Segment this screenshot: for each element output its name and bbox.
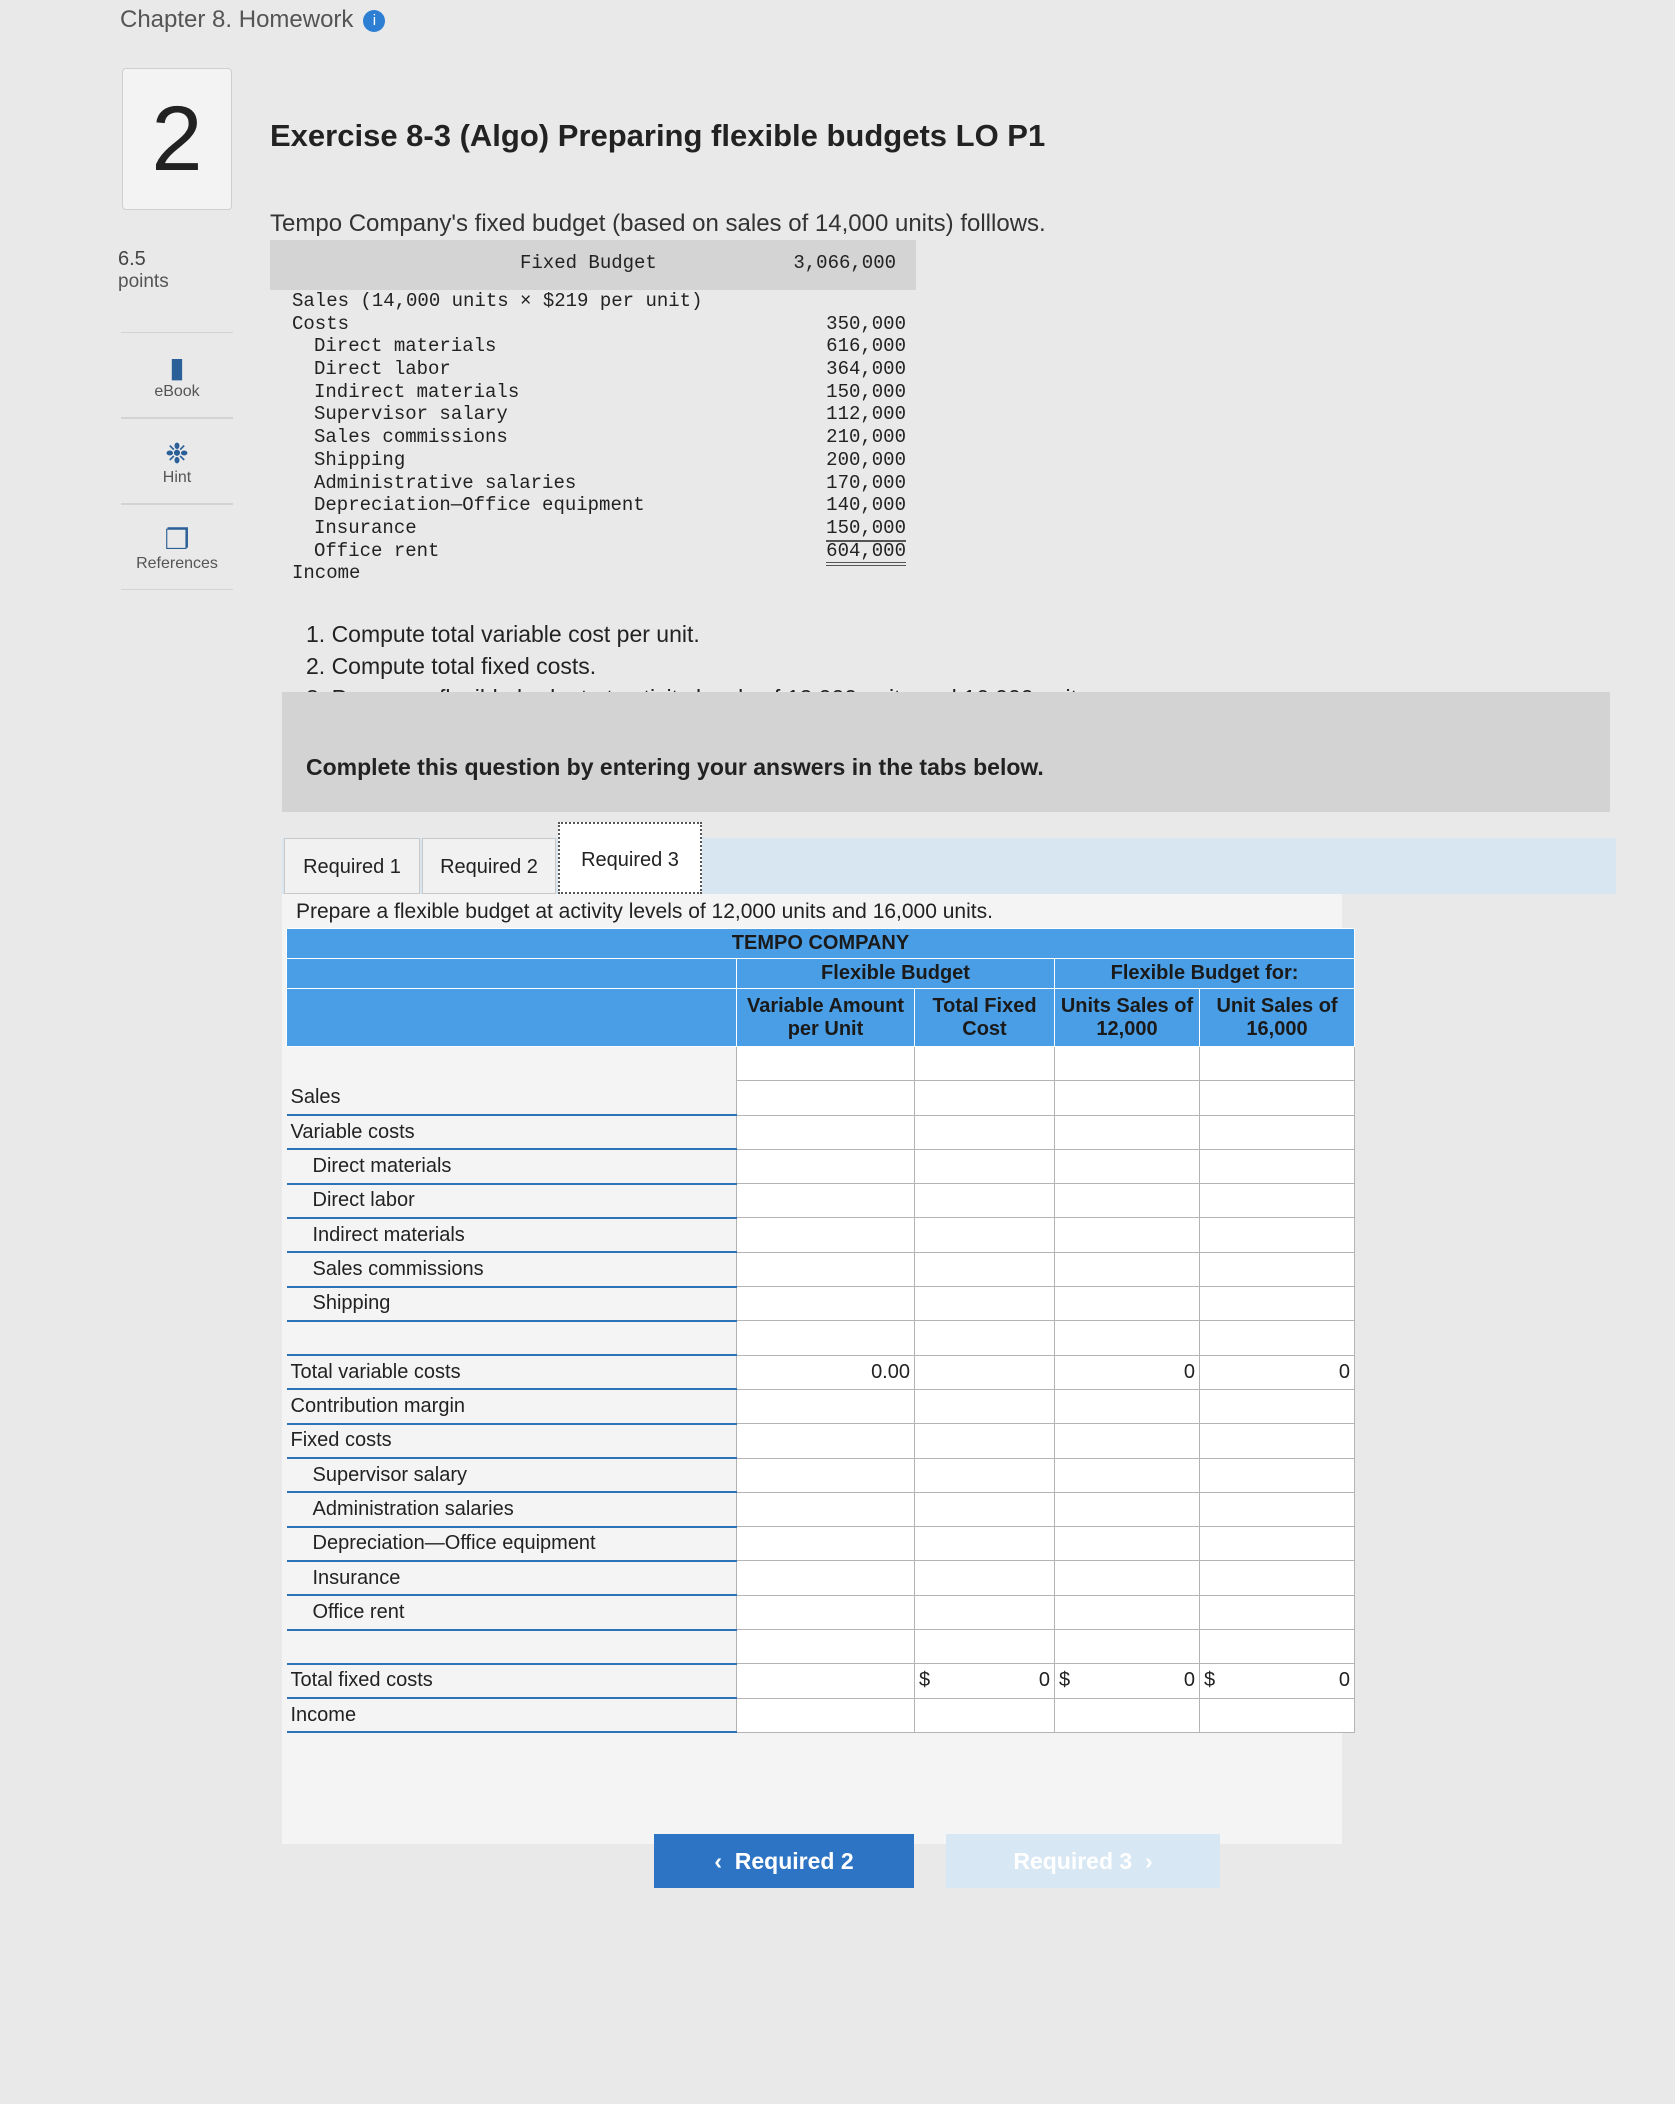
company-name: TEMPO COMPANY	[287, 929, 1355, 959]
fixed-row	[270, 358, 916, 381]
fixed-row	[270, 381, 916, 404]
table-row	[287, 1595, 1355, 1629]
input-cell[interactable]	[1055, 1252, 1200, 1286]
input-cell[interactable]	[915, 1492, 1055, 1526]
fixed-row-value: 170,000	[826, 471, 906, 494]
fixed-row-label: Insurance	[314, 516, 417, 539]
input-cell[interactable]	[915, 1184, 1055, 1218]
fixed-row-value: 350,000	[826, 312, 906, 335]
input-cell[interactable]	[1200, 1492, 1355, 1526]
fixed-budget-sales-value: 3,066,000	[793, 252, 896, 274]
fixed-row-value: 210,000	[826, 426, 906, 449]
input-cell[interactable]	[1055, 1595, 1200, 1629]
assignment-title	[120, 6, 385, 34]
input-cell[interactable]	[915, 1047, 1055, 1081]
input-cell[interactable]	[737, 1184, 915, 1218]
input-cell[interactable]	[1200, 1630, 1355, 1664]
banner-text: Complete this question by entering your answers in the tabs below.	[306, 754, 1044, 780]
fixed-row	[270, 426, 916, 449]
fixed-row-value: 616,000	[826, 335, 906, 358]
row-label: Contribution margin	[287, 1389, 737, 1423]
input-cell[interactable]	[737, 1287, 915, 1321]
input-cell[interactable]	[1055, 1081, 1200, 1115]
empty-cell	[737, 1698, 915, 1732]
empty-cell	[915, 1389, 1055, 1423]
panel-prompt: Prepare a flexible budget at activity levels of 12,000 units and 16,000 units.	[296, 900, 993, 923]
fixed-row-label: Direct labor	[314, 358, 451, 381]
fixed-row-label: Sales (14,000 units × $219 per unit)	[292, 290, 703, 312]
tab-required-1[interactable]: Required 1	[284, 838, 420, 894]
input-cell[interactable]	[1200, 1287, 1355, 1321]
input-cell[interactable]	[737, 1149, 915, 1183]
hint-button[interactable]	[121, 418, 233, 504]
table-row	[287, 1184, 1355, 1218]
input-cell[interactable]	[915, 1287, 1055, 1321]
row-label: Variable costs	[287, 1115, 737, 1149]
header-flexible-budget: Flexible Budget	[737, 959, 1055, 989]
table-row	[287, 1630, 1355, 1664]
prev-required-button[interactable]	[654, 1834, 914, 1888]
total-fixed-16000-value: 0	[1338, 1669, 1351, 1692]
fixed-row-value: 140,000	[826, 494, 906, 517]
fixed-row-label: Income	[292, 562, 361, 585]
input-cell[interactable]	[1200, 1389, 1355, 1423]
row-label	[287, 1321, 737, 1355]
next-required-button[interactable]	[946, 1834, 1220, 1888]
header-variable-per-unit: Variable Amount per Unit	[737, 989, 915, 1047]
fixed-row-label: Direct materials	[314, 335, 497, 358]
table-row	[287, 1081, 1355, 1115]
input-cell[interactable]	[1055, 1287, 1200, 1321]
input-cell[interactable]	[1200, 1252, 1355, 1286]
input-cell[interactable]	[1200, 1149, 1355, 1183]
input-cell[interactable]	[1055, 1115, 1200, 1149]
input-cell[interactable]	[915, 1115, 1055, 1149]
input-cell[interactable]	[915, 1595, 1055, 1629]
fixed-row-label: Costs	[292, 312, 350, 335]
row-label: Office rent	[287, 1595, 737, 1629]
info-icon[interactable]: i	[363, 10, 385, 32]
input-cell[interactable]	[1200, 1218, 1355, 1252]
fixed-row-value: 150,000	[826, 517, 906, 542]
fixed-row	[270, 562, 916, 585]
empty-cell	[915, 1355, 1055, 1389]
fixed-row-label: Office rent	[314, 539, 440, 562]
table-row	[287, 1047, 1355, 1081]
empty-cell	[1200, 1424, 1355, 1458]
fixed-row-label: Shipping	[314, 448, 406, 471]
input-cell[interactable]	[1055, 1630, 1200, 1664]
input-cell[interactable]	[915, 1527, 1055, 1561]
fixed-row-label: Indirect materials	[314, 380, 520, 403]
row-label: Shipping	[287, 1287, 737, 1321]
empty-cell	[737, 1492, 915, 1526]
fixed-row-value: 112,000	[826, 403, 906, 426]
instruction-banner	[282, 692, 1610, 812]
instruction-item: 2. Compute total fixed costs.	[306, 653, 597, 679]
total-fixed-16000	[1200, 1664, 1355, 1698]
total-variable-12000: 0	[1055, 1355, 1200, 1389]
empty-cell	[737, 1424, 915, 1458]
points-label: points	[118, 271, 169, 292]
empty-cell	[737, 1561, 915, 1595]
total-variable-16000: 0	[1200, 1355, 1355, 1389]
fixed-budget-header	[270, 240, 916, 290]
row-label: Supervisor salary	[287, 1458, 737, 1492]
empty-cell	[737, 1527, 915, 1561]
table-row	[287, 1389, 1355, 1423]
row-label: Income	[287, 1698, 737, 1732]
total-fixed-12000-value: 0	[1183, 1669, 1195, 1692]
input-cell[interactable]	[1055, 1149, 1200, 1183]
fixed-row-label: Depreciation—Office equipment	[314, 494, 645, 517]
input-cell[interactable]	[1055, 1218, 1200, 1252]
input-cell[interactable]	[1200, 1115, 1355, 1149]
row-label: Depreciation—Office equipment	[287, 1527, 737, 1561]
chevron-right-icon: ›	[1144, 1848, 1153, 1874]
row-label: Indirect materials	[287, 1218, 737, 1252]
fixed-row	[270, 335, 916, 358]
row-label: Direct labor	[287, 1184, 737, 1218]
fixed-row	[270, 403, 916, 426]
table-row	[287, 1458, 1355, 1492]
table-row	[287, 1287, 1355, 1321]
total-fixed-cost-value: 0	[1038, 1669, 1050, 1692]
input-cell[interactable]	[1200, 1081, 1355, 1115]
fixed-row	[270, 313, 916, 336]
input-cell[interactable]	[737, 1218, 915, 1252]
row-label	[287, 1630, 737, 1664]
book-icon: ▮	[169, 352, 185, 383]
header-units-12000: Units Sales of 12,000	[1055, 989, 1200, 1047]
table-header-row	[287, 989, 1355, 1047]
fixed-row-value: 364,000	[826, 358, 906, 381]
header-flexible-budget-for: Flexible Budget for:	[1055, 959, 1355, 989]
input-cell[interactable]	[737, 1115, 915, 1149]
ebook-label: eBook	[154, 383, 200, 400]
points-value: 6.5	[118, 248, 146, 270]
input-cell[interactable]	[915, 1149, 1055, 1183]
fixed-row	[270, 472, 916, 495]
input-cell[interactable]	[737, 1389, 915, 1423]
input-cell[interactable]	[915, 1321, 1055, 1355]
header-blank	[287, 989, 737, 1047]
input-cell[interactable]	[1200, 1184, 1355, 1218]
table-row	[287, 1698, 1355, 1732]
references-button[interactable]	[121, 504, 233, 590]
fixed-budget-title: Fixed Budget	[520, 252, 657, 274]
assignment-title-text: Chapter 8. Homework	[120, 6, 354, 33]
side-tools	[121, 332, 233, 590]
empty-cell	[915, 1424, 1055, 1458]
empty-cell	[737, 1595, 915, 1629]
dollar-sign: $	[1059, 1669, 1071, 1692]
references-label: References	[136, 555, 218, 572]
lifebuoy-icon: ❉	[165, 438, 189, 469]
input-cell[interactable]	[915, 1458, 1055, 1492]
fixed-row	[270, 540, 916, 563]
ebook-button[interactable]	[121, 332, 233, 418]
fixed-row	[270, 494, 916, 517]
table-row	[287, 1115, 1355, 1149]
question-number: 2	[122, 68, 232, 210]
input-cell[interactable]	[1055, 1321, 1200, 1355]
table-row	[287, 1321, 1355, 1355]
header-total-fixed-cost: Total Fixed Cost	[915, 989, 1055, 1047]
input-cell[interactable]	[737, 1081, 915, 1115]
fixed-row-label: Administrative salaries	[314, 471, 577, 494]
input-cell[interactable]	[1055, 1492, 1200, 1526]
input-cell[interactable]	[1055, 1698, 1200, 1732]
exercise-title: Exercise 8-3 (Algo) Preparing flexible budgets LO P1	[270, 118, 1046, 153]
total-fixed-12000	[1055, 1664, 1200, 1698]
flexible-budget-table	[286, 928, 1355, 1733]
table-row	[287, 1527, 1355, 1561]
input-cell[interactable]	[1055, 1184, 1200, 1218]
empty-cell	[737, 1664, 915, 1698]
row-label: Insurance	[287, 1561, 737, 1595]
total-fixed-cost	[915, 1664, 1055, 1698]
points	[118, 248, 169, 293]
instruction-item: 1. Compute total variable cost per unit.	[306, 621, 700, 647]
row-label: Total variable costs	[287, 1355, 737, 1389]
dollar-sign: $	[919, 1669, 931, 1692]
input-cell[interactable]	[1055, 1389, 1200, 1423]
header-units-16000: Unit Sales of 16,000	[1200, 989, 1355, 1047]
header-blank	[287, 959, 737, 989]
fixed-row-label: Sales commissions	[314, 426, 508, 449]
input-cell[interactable]	[737, 1047, 915, 1081]
input-cell[interactable]	[1200, 1321, 1355, 1355]
fixed-row	[270, 449, 916, 472]
table-row	[287, 1218, 1355, 1252]
input-cell[interactable]	[915, 1081, 1055, 1115]
hint-label: Hint	[162, 469, 192, 486]
row-label: Sales	[287, 1081, 737, 1115]
table-row	[287, 1664, 1355, 1698]
input-cell[interactable]	[1055, 1561, 1200, 1595]
empty-cell	[1055, 1424, 1200, 1458]
input-cell[interactable]	[1200, 1527, 1355, 1561]
row-label: Direct materials	[287, 1149, 737, 1183]
input-cell[interactable]	[915, 1218, 1055, 1252]
input-cell[interactable]	[1200, 1047, 1355, 1081]
table-row	[287, 1252, 1355, 1286]
input-cell[interactable]	[737, 1252, 915, 1286]
row-label: Fixed costs	[287, 1424, 737, 1458]
row-label: Sales commissions	[287, 1252, 737, 1286]
tab-required-2[interactable]: Required 2	[422, 838, 556, 894]
input-cell[interactable]	[1055, 1047, 1200, 1081]
fixed-row-value: 200,000	[826, 448, 906, 471]
table-header-row	[287, 959, 1355, 989]
fixed-row	[270, 290, 916, 313]
fixed-row-value: 604,000	[826, 540, 906, 567]
input-cell[interactable]	[1200, 1698, 1355, 1732]
input-cell[interactable]	[1055, 1458, 1200, 1492]
input-cell[interactable]	[737, 1321, 915, 1355]
fixed-row-value: 150,000	[826, 380, 906, 403]
empty-cell	[737, 1458, 915, 1492]
tab-required-3[interactable]: Required 3	[558, 822, 702, 894]
input-cell[interactable]	[1200, 1561, 1355, 1595]
chevron-left-icon: ‹	[714, 1848, 722, 1874]
empty-cell	[737, 1630, 915, 1664]
input-cell[interactable]	[1200, 1458, 1355, 1492]
row-label: Total fixed costs	[287, 1664, 737, 1698]
exercise-intro: Tempo Company's fixed budget (based on sales of 14,000 units) folllows.	[270, 210, 1046, 237]
table-row	[287, 1149, 1355, 1183]
fixed-row-label: Supervisor salary	[314, 403, 508, 426]
row-label: Administration salaries	[287, 1492, 737, 1526]
table-row	[287, 1355, 1355, 1389]
prev-button-label: Required 2	[734, 1848, 854, 1874]
input-cell[interactable]	[915, 1561, 1055, 1595]
next-button-label: Required 3	[1013, 1848, 1133, 1874]
table-row	[287, 1424, 1355, 1458]
input-cell[interactable]	[1055, 1527, 1200, 1561]
input-cell[interactable]	[915, 1252, 1055, 1286]
row-label	[287, 1047, 737, 1081]
input-cell[interactable]	[915, 1630, 1055, 1664]
empty-cell	[915, 1698, 1055, 1732]
input-cell[interactable]	[1200, 1595, 1355, 1629]
dollar-sign: $	[1204, 1669, 1216, 1692]
total-variable-per-unit: 0.00	[737, 1355, 915, 1389]
copy-icon: ❐	[164, 524, 190, 555]
fixed-row	[270, 517, 916, 540]
table-header-row	[287, 929, 1355, 959]
fixed-budget	[270, 240, 916, 585]
table-row	[287, 1561, 1355, 1595]
table-row	[287, 1492, 1355, 1526]
